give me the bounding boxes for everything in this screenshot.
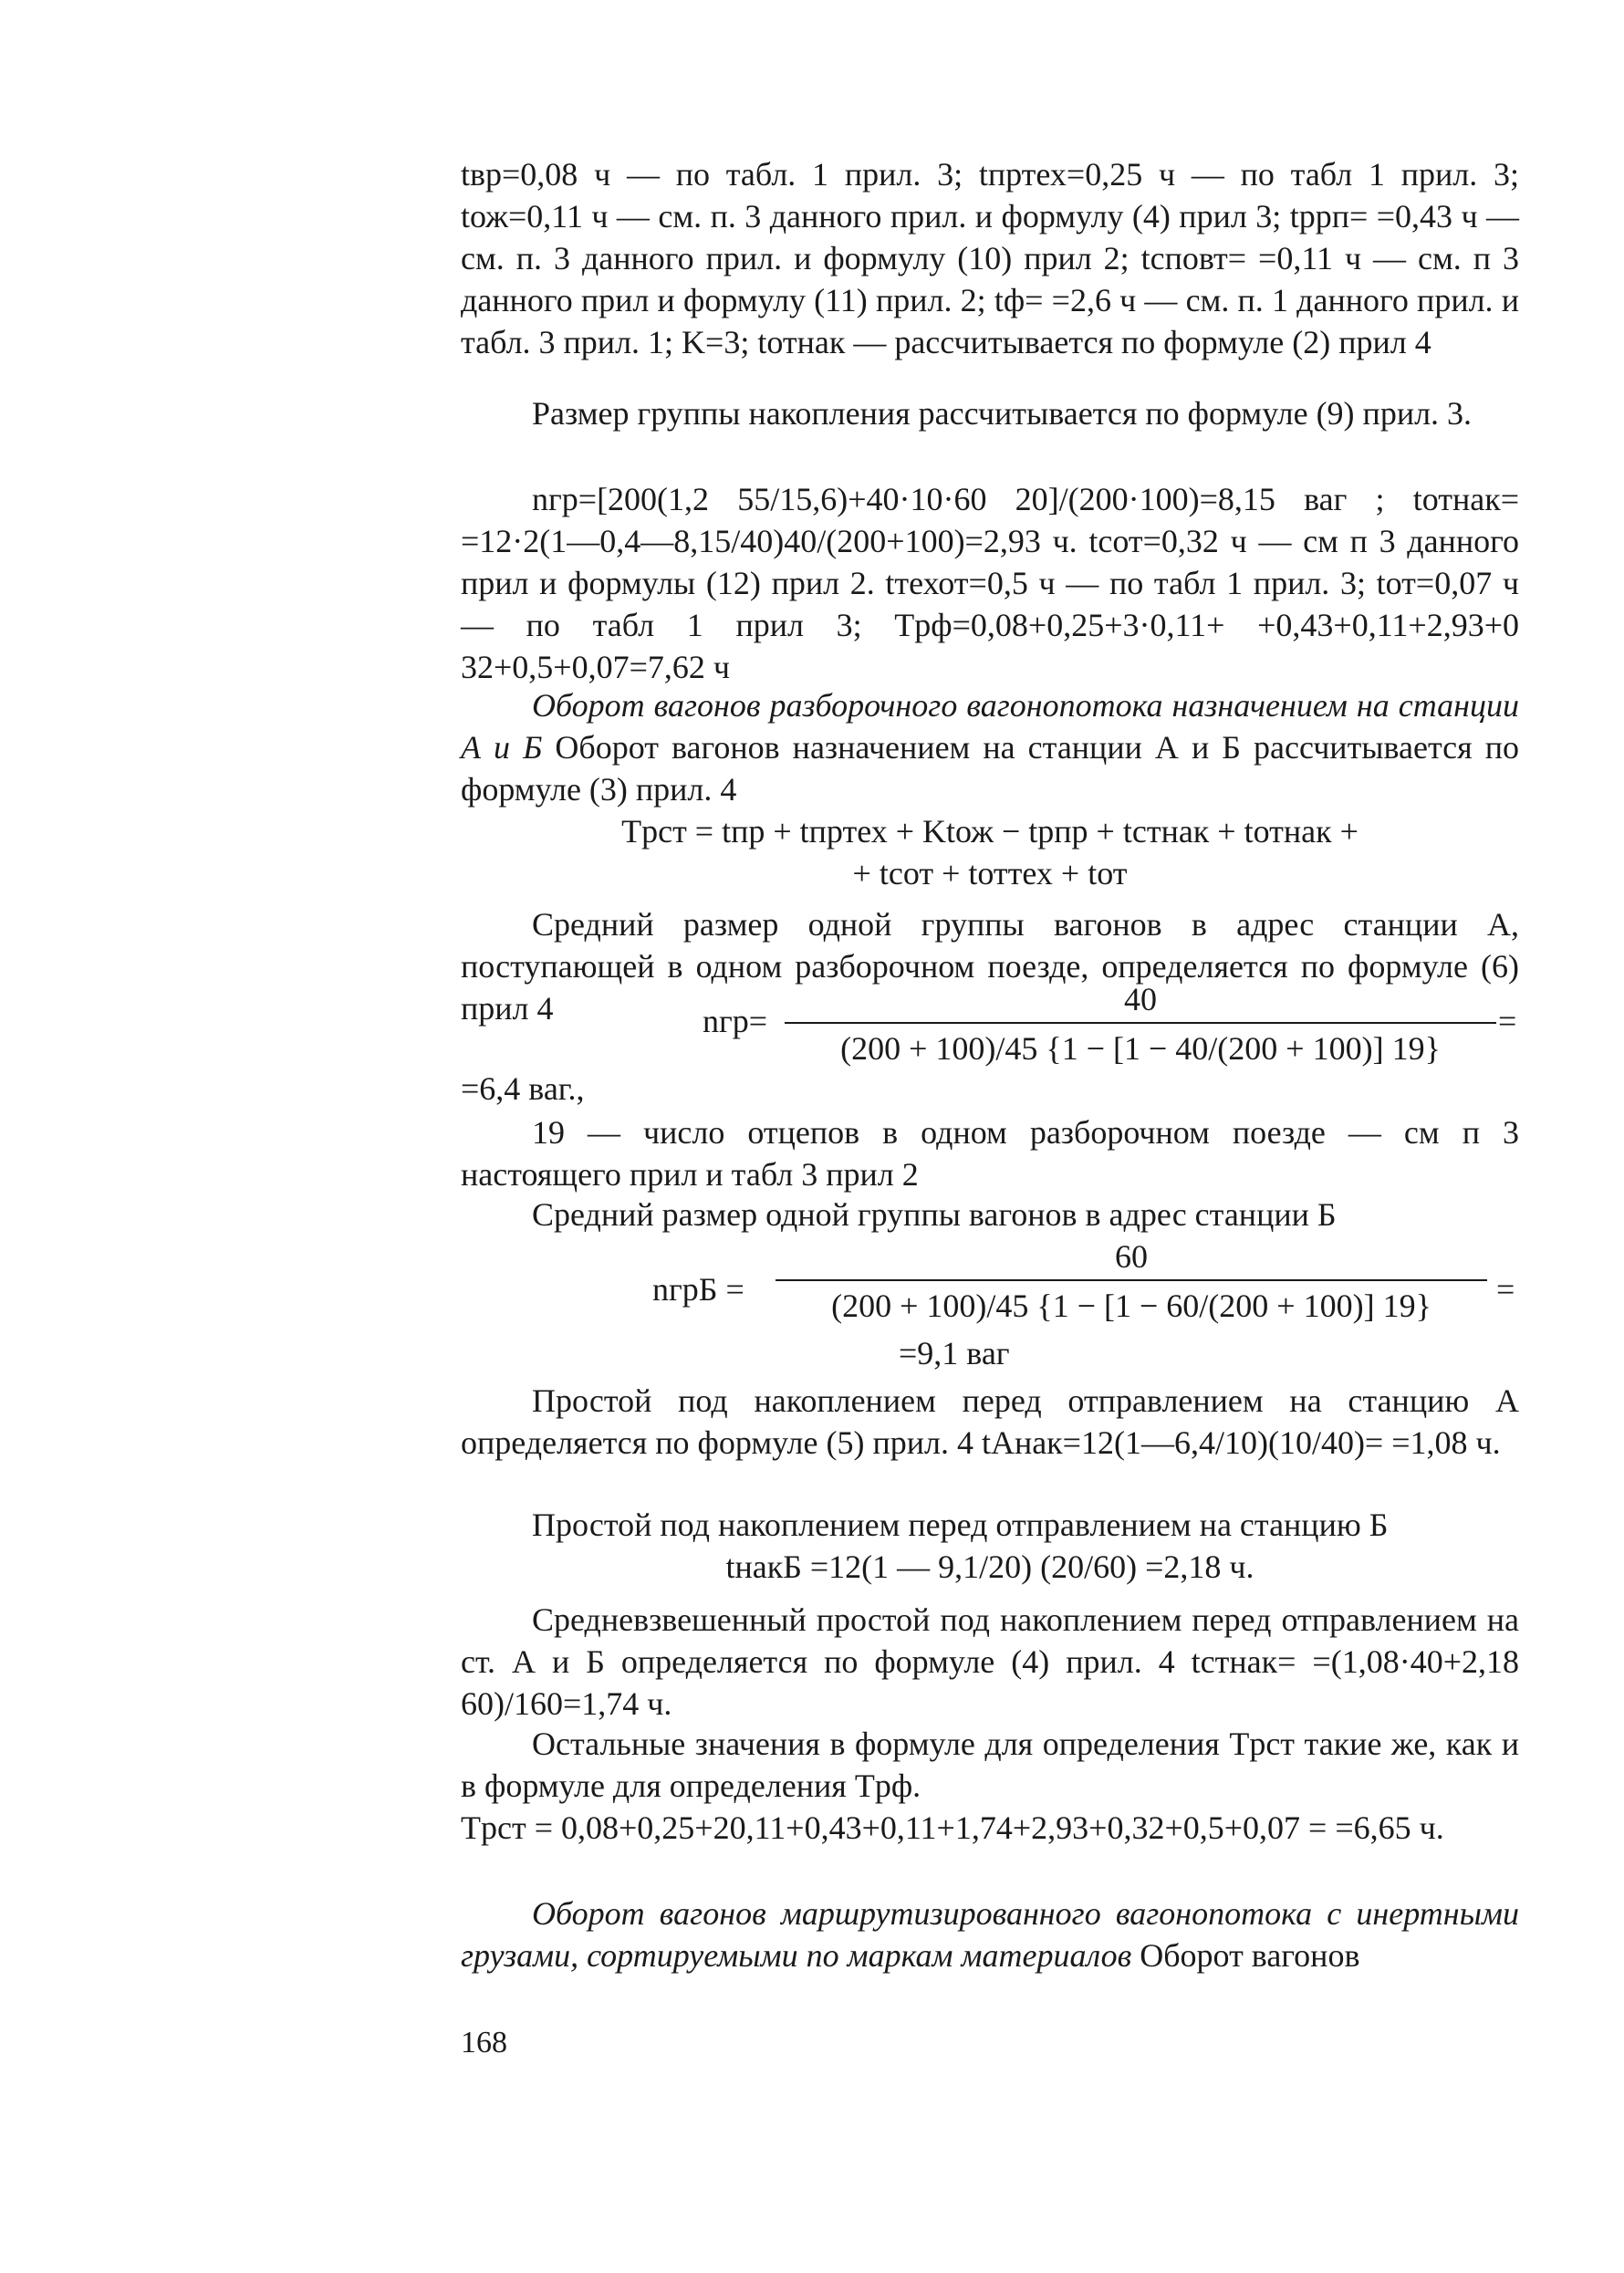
paragraph-group-size-a: Средний размер одной группы вагонов в адрес станции А, поступающей в одном разборочном поезде, определяется по формуле (6) прил 4 [461,906,1519,1027]
fraction-a-denominator: (200 + 100)/45 {1 − [1 − 40/(200 + 100)] 19} [840,1030,1441,1067]
fraction-a-equals: = [1498,1003,1517,1039]
section-text-2: Оборот вагонов [1131,1937,1360,1974]
fraction-b-numerator: 60 [1115,1238,1148,1275]
formula-turnover-line2: + tсот + tоттех + tот [852,855,1128,891]
paragraph-section-turnover-ab [461,684,1519,810]
fraction-a-bar [785,1022,1496,1024]
paragraph-group-calc: nгр=[200(1,2 55/15,6)+40·10·60 20]/(200·100)=8,15 ваг ; tотнак= =12·2(1—0,4—8,15/40)40/(200+100)=2,93 ч. tсот=0,32 ч — см п 3 данного прил и формулы (12) прил 2. tтехот=0,5 ч — по табл 1 прил. 3; tот=0,07 ч — по табл 1 прил 3; Tрф=0,08+0,25+3·0,11+ +0,43+0,11+2,93+0 32+0,5+0,07=7,62 ч [461,481,1519,685]
fraction-b-bar [776,1279,1487,1281]
paragraph-weighted-idle: Средневзвешенный простой под накоплением перед отправлением на ст. А и Б определяется по формуле (4) прил. 4 tстнак= =(1,08·40+2,18 60)/160=1,74 ч. [461,1601,1519,1722]
section-heading-italic-2: Оборот вагонов маршрутизированного вагонопотока с инертными грузами, сортируемыми по маркам материалов [461,1895,1519,1974]
fraction-a-result: =6,4 ваг., [461,1070,585,1107]
formula-turnover-line1: Tрст = tпр + tпртех + Ktож − tрпр + tстнак + tотнак + [621,813,1359,850]
paragraph-section-inert [461,1892,1519,1976]
paragraph-group-size: Размер группы накопления рассчитывается по формуле (9) прил. 3. [532,395,1473,432]
paragraph-cuts-note: 19 — число отцепов в одном разборочном поезде — см п 3 настоящего прил и табл 3 прил 2 [461,1114,1519,1193]
paragraph-idle-a: Простой под накоплением перед отправлением на станцию А определяется по формуле (5) прил. 4 tАнак=12(1—6,4/10)(10/40)= =1,08 ч. [461,1382,1519,1461]
fraction-b-equals: = [1496,1271,1515,1308]
section-text: Оборот вагонов назначением на станции А и Б рассчитывается по формуле (3) прил. 4 [461,729,1519,808]
paragraph-group-size-b: Средний размер одной группы вагонов в адрес станции Б [532,1196,1337,1233]
fraction-a-numerator: 40 [1124,981,1157,1017]
fraction-b-result: =9,1 ваг [899,1335,1010,1371]
fraction-b-denominator: (200 + 100)/45 {1 − [1 − 60/(200 + 100)] 19} [831,1288,1431,1324]
paragraph-idle-b: Простой под накоплением перед отправлением на станцию Б [532,1507,1389,1543]
paragraph-times-list: tвр=0,08 ч — по табл. 1 прил. 3; tпртех=0,25 ч — по табл 1 прил. 3; tож=0,11 ч — см. п. 3 данного прил. и формулу (4) прил 3; tррп= =0,43 ч — см. п. 3 данного прил. и формулу (10) прил 2; tсповт= =0,11 ч — см. п 3 данного прил и формулу (11) прил. 2; tф= =2,6 ч — см. п. 1 данного прил. и табл. 3 прил. 1; K=3; tотнак — рассчитывается по формуле (2) прил 4 [461,156,1519,360]
paragraph-other-values: Остальные значения в формуле для определения Tрст такие же, как и в формуле для определения Tрф. [461,1726,1519,1804]
section-heading-italic: Оборот вагонов разборочного вагонопотока назначением на станции А и Б [461,687,1519,766]
page-number: 168 [461,2026,507,2059]
fraction-b-label: nгрБ = [652,1271,744,1308]
paragraph-total-tpst: Tрст = 0,08+0,25+20,11+0,43+0,11+1,74+2,93+0,32+0,5+0,07 = =6,65 ч. [461,1809,1444,1846]
formula-idle-b: tнакБ =12(1 — 9,1/20) (20/60) =2,18 ч. [725,1548,1254,1585]
fraction-a-label: nгр= [703,1003,768,1039]
